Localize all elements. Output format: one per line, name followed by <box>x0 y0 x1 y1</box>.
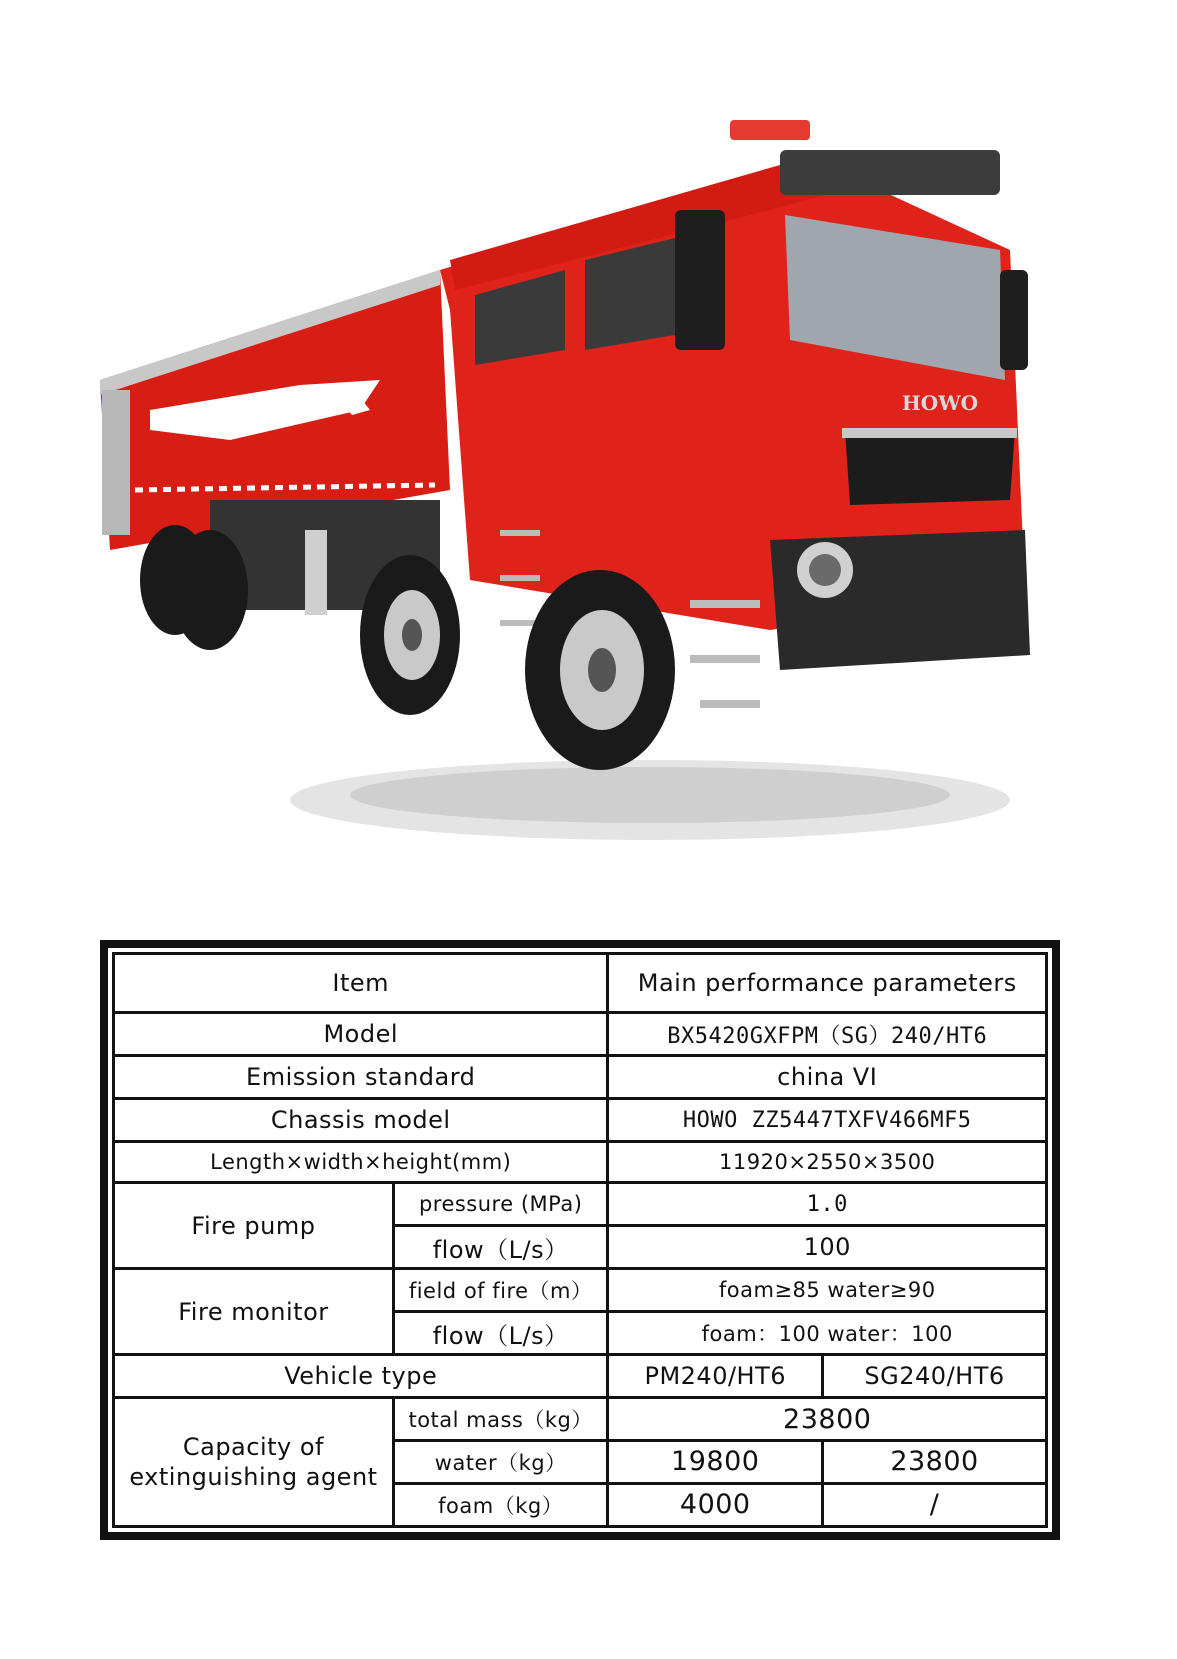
capacity-total-label: total mass（kg） <box>393 1398 608 1441</box>
howo-badge: HOWO <box>901 391 979 415</box>
chassis-label: Chassis model <box>114 1099 608 1142</box>
emission-value: china VI <box>608 1056 1047 1099</box>
vehicle-type-b: SG240/HT6 <box>823 1355 1047 1398</box>
dimensions-label: Length×width×height(mm) <box>114 1142 608 1183</box>
capacity-total-value: 23800 <box>608 1398 1047 1441</box>
capacity-water-a: 19800 <box>608 1440 823 1483</box>
monitor-flow-value: foam：100 water：100 <box>608 1312 1047 1355</box>
fire-monitor-label: Fire monitor <box>114 1269 394 1355</box>
pump-pressure-label: pressure (MPa) <box>393 1183 608 1226</box>
spec-table <box>112 952 1048 1528</box>
header-params: Main performance parameters <box>608 954 1047 1013</box>
model-value: BX5420GXFPM（SG）240/HT6 <box>608 1013 1047 1056</box>
pump-flow-label: flow（L/s） <box>393 1226 608 1269</box>
capacity-water-b: 23800 <box>823 1440 1047 1483</box>
capacity-foam-label: foam（kg） <box>393 1483 608 1526</box>
header-item: Item <box>114 954 608 1013</box>
vehicle-type-label: Vehicle type <box>114 1355 608 1398</box>
fire-truck-image <box>90 110 1080 850</box>
capacity-water-label: water（kg） <box>393 1440 608 1483</box>
pump-pressure-value: 1.0 <box>608 1183 1047 1226</box>
dimensions-value: 11920×2550×3500 <box>608 1142 1047 1183</box>
capacity-foam-b: / <box>823 1483 1047 1526</box>
vehicle-type-a: PM240/HT6 <box>608 1355 823 1398</box>
pump-flow-value: 100 <box>608 1226 1047 1269</box>
monitor-field-label: field of fire（m） <box>393 1269 608 1312</box>
spec-table-frame <box>100 940 1060 1540</box>
model-label: Model <box>114 1013 608 1056</box>
fire-pump-label: Fire pump <box>114 1183 394 1269</box>
capacity-foam-a: 4000 <box>608 1483 823 1526</box>
capacity-label: Capacity of extinguishing agent <box>114 1398 394 1527</box>
emission-label: Emission standard <box>114 1056 608 1099</box>
monitor-flow-label: flow（L/s） <box>393 1312 608 1355</box>
chassis-value: HOWO ZZ5447TXFV466MF5 <box>608 1099 1047 1142</box>
monitor-field-value: foam≥85 water≥90 <box>608 1269 1047 1312</box>
